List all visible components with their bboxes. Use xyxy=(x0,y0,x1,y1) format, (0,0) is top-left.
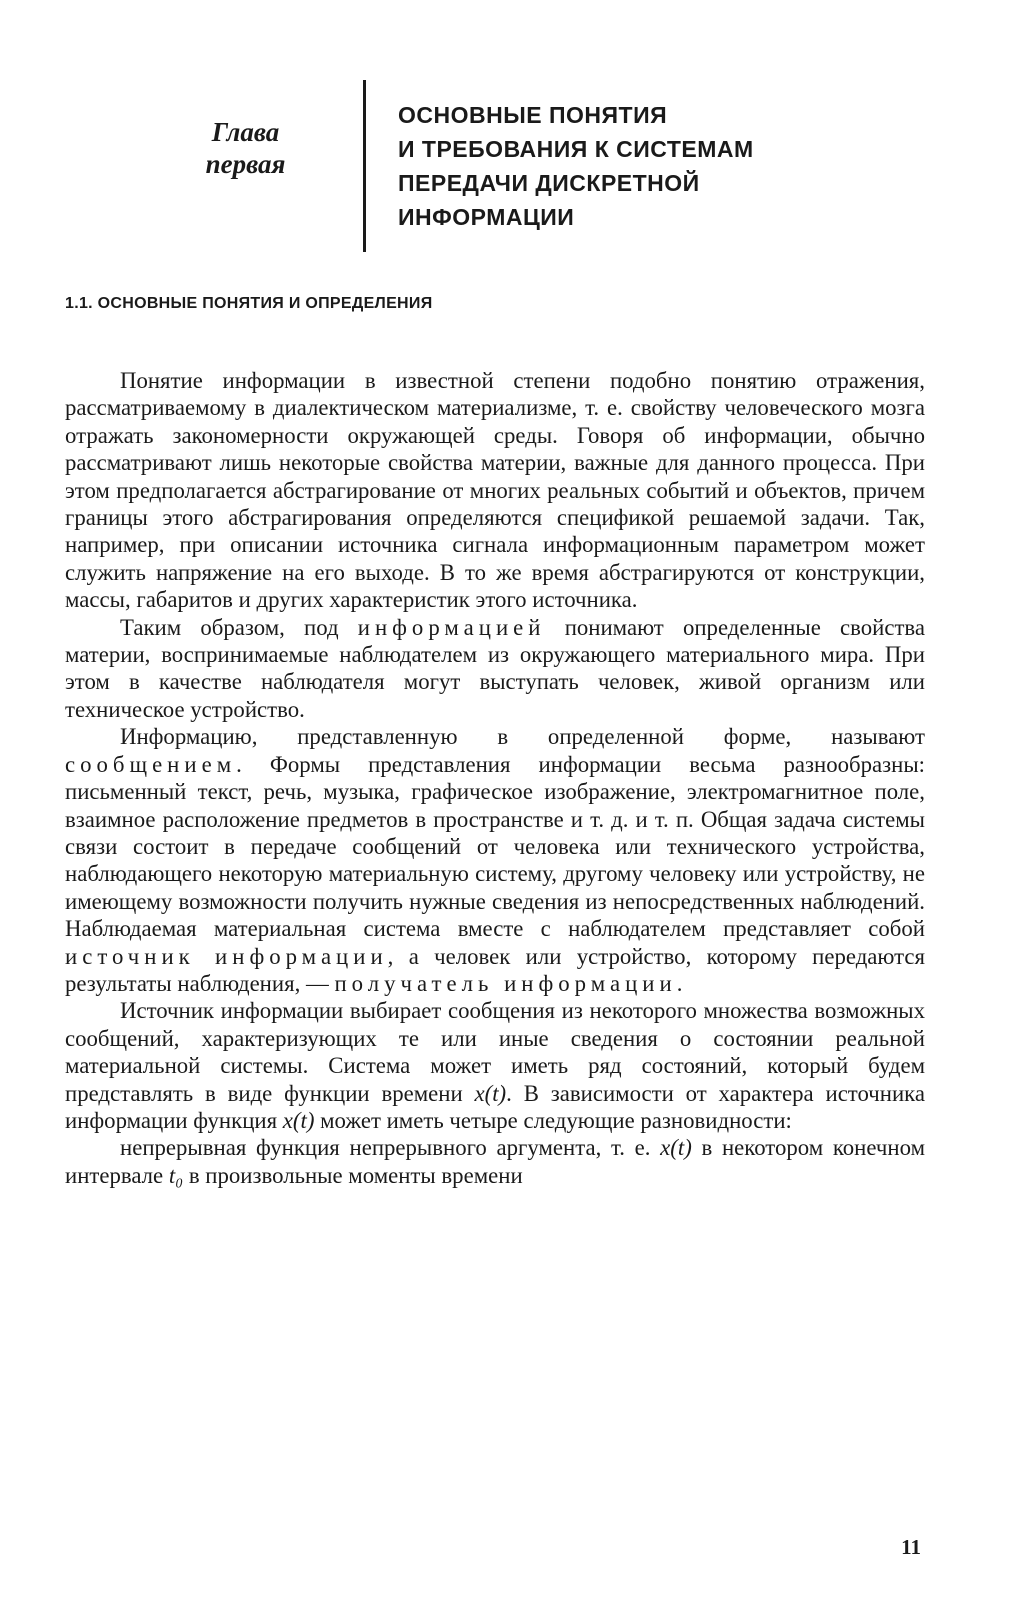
chapter-title-line: И ТРЕБОВАНИЯ К СИСТЕМАМ xyxy=(398,136,754,162)
text-run: понимают определенные свойства материи, воспринимаемые наблюдателем из окружающего материального мира. При этом в качестве наблюдателя могут выступать человек, живой организм или техническое устройство. xyxy=(65,614,925,722)
paragraph xyxy=(65,614,925,724)
text-run: , а человек или устройство, которому передаются результаты наблюдения, — xyxy=(65,943,925,996)
text-run: в произвольные моменты времени xyxy=(183,1162,523,1188)
chapter-divider xyxy=(363,80,366,252)
math-expression: x(t) xyxy=(282,1107,315,1133)
chapter-title-line: ОСНОВНЫЕ ПОНЯТИЯ xyxy=(398,102,668,128)
math-expression: x(t) xyxy=(474,1080,507,1106)
page-number: 11 xyxy=(901,1535,921,1559)
body-text xyxy=(65,367,925,1189)
text-run: . Формы представления информации весьма разнообразны: письменный текст, речь, музыка, графическое изображение, электромагнитное поле, взаимное расположение предметов в пространстве и т. д. и т. п. Общая задача системы связи состоит в передаче сообщений от человека или технического устройства, наблюдающего некоторую материальную систему, другому человеку или устройству, не имеющему возможности получить нужные сведения из непосредственных наблюдений. Наблюдаемая материальная система вместе с наблюдателем представляет собой xyxy=(65,751,925,942)
paragraph xyxy=(65,723,925,997)
text-run: в некотором конечном интервале xyxy=(65,1135,925,1188)
text-run: . В зависимости от характера источника информации функция xyxy=(65,1080,925,1133)
text-run: непрерывная функция непрерывного аргумента, т. е. xyxy=(120,1135,661,1161)
math-expression: x(t) xyxy=(660,1135,692,1161)
section-title: 1.1. ОСНОВНЫЕ ПОНЯТИЯ И ОПРЕДЕЛЕНИЯ xyxy=(65,295,433,312)
spaced-term: источник информации xyxy=(65,943,388,969)
chapter-title-line: ИНФОРМАЦИИ xyxy=(398,204,575,230)
paragraph xyxy=(65,997,925,1134)
text-run: . xyxy=(676,970,683,996)
paragraph: Понятие информации в известной степени подобно понятию отражения, рассматриваемому в диалектическом материализме, т. е. свойству человеческого мозга отражать закономерности окружающей среды. Говоря об информации, обычно рассматривают лишь некоторые свойства материи, важные для данного процесса. При этом предполагается абстрагирование от многих реальных событий и объектов, причем границы этого абстрагирования определяются спецификой решаемой задачи. Так, например, при описании источника сигнала информационным параметром может служить напряжение на его выходе. В то же время абстрагируются от конструкции, массы, габаритов и других характеристик этого источника. xyxy=(65,368,925,613)
spaced-term: сообщением xyxy=(65,751,237,777)
math-expression: t₀ xyxy=(168,1162,184,1188)
text-run: может иметь четыре следующие разновидности: xyxy=(314,1107,792,1133)
chapter-title xyxy=(398,98,918,234)
chapter-header xyxy=(60,80,940,252)
chapter-label-line: первая xyxy=(205,149,286,179)
chapter-title-line: ПЕРЕДАЧИ ДИСКРЕТНОЙ xyxy=(398,170,700,196)
chapter-label xyxy=(158,116,333,180)
text-run: Источник информации выбирает сообщения из некоторого множества возможных сообщений, характеризующих те или иные сведения о состоянии реальной материальной системы. Система может иметь ряд состояний, который будем представлять в виде функции времени xyxy=(65,998,925,1106)
spaced-term: информацией xyxy=(357,614,546,640)
chapter-label-line: Глава xyxy=(211,117,280,147)
text-run: Таким образом, под xyxy=(120,614,358,640)
text-run: Информацию, представленную в определенной форме, называют xyxy=(120,724,925,750)
paragraph xyxy=(65,1134,925,1189)
spaced-term: получатель информации xyxy=(334,970,677,996)
